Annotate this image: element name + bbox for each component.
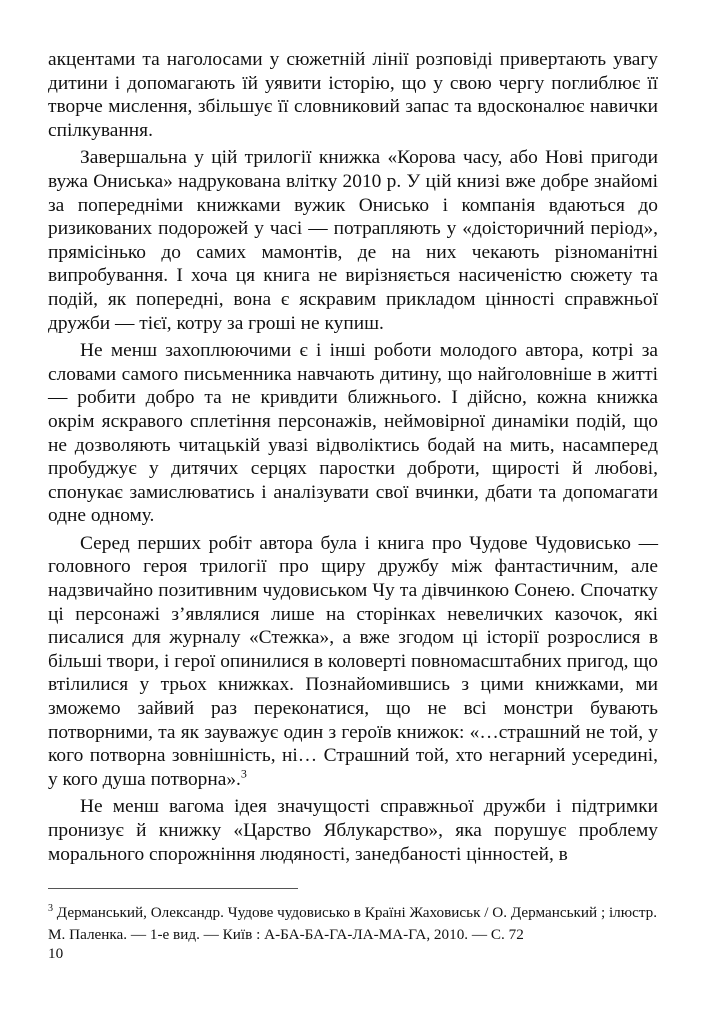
paragraph-1: акцентами та наголосами у сюжетній лінії розповіді привертають увагу дитини і допомагають їй уявити історію, що у свою чергу поглиблює її творче мислення, збільшує її словниковий запас та вдосконалює навички спілкування.	[48, 49, 658, 141]
paragraph-5: Не менш вагома ідея значущості справжньої дружби і підтримки пронизує й книжку «Царство Яблукарство», яка порушує проблему морального спорожніння людяності, занедбаності цінностей, в	[48, 796, 658, 865]
footnote-divider	[48, 888, 298, 889]
footnote-text: Дерманський, Олександр. Чудове чудовисько в Країні Жаховиськ / О. Дерманський ; ілюстр. М. Паленка. — 1-е вид. — Київ : А-БА-БА-ГА-ЛА-МА-ГА, 2010. — С. 72	[48, 904, 658, 943]
paragraph-3: Не менш захоплюючими є і інші роботи молодого автора, котрі за словами самого письменника навчають дитину, що найголовніше в житті — робити добро та не кривдити ближнього. І дійсно, кожна книжка окрім яскравого сплетіння персонажів, неймовірної динаміки подій, що не дозволяють читацькій увазі відволіктись бодай на мить, насамперед пробуджує у дитячих серцях паростки доброти, щирості й любові, спонукає замислюватись і аналізувати свої вчинки, дбати та допомагати одне одному.	[48, 340, 658, 527]
footnote-marker: 3	[48, 902, 53, 914]
footnote-reference[interactable]: 3	[240, 766, 247, 781]
footnote	[48, 902, 668, 946]
body-text	[48, 48, 658, 866]
paragraph-2: Завершальна у цій трилогії книжка «Корова часу, або Нові пригоди вужа Ониська» надрукована влітку 2010 р. У цій книзі вже добре знайомі за попередніми книжками вужик Онисько і компанія вдаються до ризикованих подорожей у часі — потрапляють у «доісторичний період», прямісінько до самих мамонтів, де на них чекають різноманітні випробування. І хоча ця книга не вирізняється насиченістю сюжету та подій, як попередні, вона є яскравим прикладом цінності справжньої дружби — тієї, котру за гроші не купиш.	[48, 147, 658, 334]
paragraph-4-text: Серед перших робіт автора була і книга про Чудове Чудовисько — головного героя трилогії про щиру дружбу між фантастичним, але надзвичайно позитивним чудовиськом Чу та дівчинкою Сонею. Спочатку ці персонажі з’являлися лише на сторінках невеличких казочок, які писалися для журналу «Стежка», а вже згодом ці історії розрослися в більші твори, і герої опинилися в коловерті повномасштабних пригод, що втілилися у трьох книжках. Познайомившись з цими книжками, ми зможемо зайвий раз переконатися, що не всі монстри бувають потворними, та як зауважує один з героїв книжок: «…страшний не той, у кого потворна зовнішність, ні… Страшний той, хто негарний усередині, у кого душа потворна».	[48, 532, 658, 790]
paragraph-4	[48, 532, 658, 792]
page-number: 10	[48, 945, 64, 962]
